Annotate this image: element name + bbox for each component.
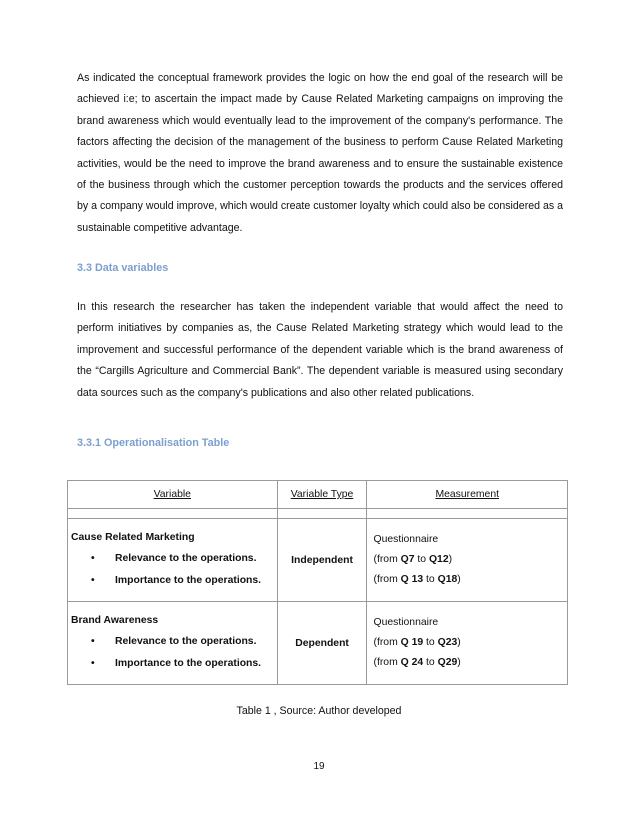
measurement-range: (from Q 19 to Q23) bbox=[373, 637, 461, 648]
measurement-title: Questionnaire bbox=[373, 534, 439, 545]
measurement-range: (from Q 13 to Q18) bbox=[373, 574, 461, 585]
measurement-cell bbox=[367, 602, 568, 685]
paragraph-conceptual-framework: As indicated the conceptual framework provides the logic on how the end goal of the research will be achieved i:e; to ascertain the impact made by Cause Related Marketing campaigns on improving the brand awareness which would eventually lead to the improvement of the company's performance. The factors affecting the decision of the management of the business to perform Cause Related Marketing activities, would be the need to improve the brand awareness and to ensure the sustainable existence of the business through which the customer perception towards the products and the services offered by a company would improve, which would create customer loyalty which could also be considered as a sustainable competitive advantage. bbox=[77, 72, 563, 234]
variable-bullets bbox=[71, 548, 277, 592]
header-variable-type: Variable Type bbox=[277, 481, 367, 509]
variable-name: Brand Awareness bbox=[71, 615, 159, 626]
header-measurement: Measurement bbox=[367, 481, 568, 509]
table-spacer-row bbox=[68, 509, 568, 519]
measurement-range: (from Q7 to Q12) bbox=[373, 554, 453, 565]
heading-data-variables: 3.3 Data variables bbox=[77, 262, 169, 274]
heading-operationalisation-table: 3.3.1 Operationalisation Table bbox=[77, 437, 230, 449]
measurement-cell bbox=[367, 519, 568, 602]
page-number: 19 bbox=[313, 761, 325, 772]
header-variable: Variable bbox=[68, 481, 278, 509]
operationalisation-table bbox=[67, 480, 568, 685]
measurement-range: (from Q 24 to Q29) bbox=[373, 657, 461, 668]
table-row bbox=[68, 602, 568, 685]
measurement-title: Questionnaire bbox=[373, 617, 439, 628]
table-header-row bbox=[68, 481, 568, 509]
paragraph-data-variables: In this research the researcher has taken the independent variable that would affect the need to perform initiatives by companies as, the Cause Related Marketing strategy which would lead to the improvement and successful performance of the dependent variable which is the brand awareness of the “Cargills Agriculture and Commercial Bank”. The dependent variable is measured using secondary data sources such as the company's publications and also other related publications. bbox=[77, 301, 563, 399]
bullet-item: • Importance to the operations. bbox=[71, 570, 277, 592]
variable-bullets bbox=[71, 631, 277, 675]
variable-type-cell: Independent bbox=[277, 519, 367, 602]
bullet-item: • Relevance to the operations. bbox=[71, 548, 277, 570]
variable-cell bbox=[68, 519, 278, 602]
table-caption: Table 1 , Source: Author developed bbox=[236, 705, 402, 717]
variable-type-cell: Dependent bbox=[277, 602, 367, 685]
table-row bbox=[68, 519, 568, 602]
bullet-item: • Relevance to the operations. bbox=[71, 631, 277, 653]
variable-cell bbox=[68, 602, 278, 685]
variable-name: Cause Related Marketing bbox=[71, 532, 195, 543]
bullet-item: • Importance to the operations. bbox=[71, 653, 277, 675]
